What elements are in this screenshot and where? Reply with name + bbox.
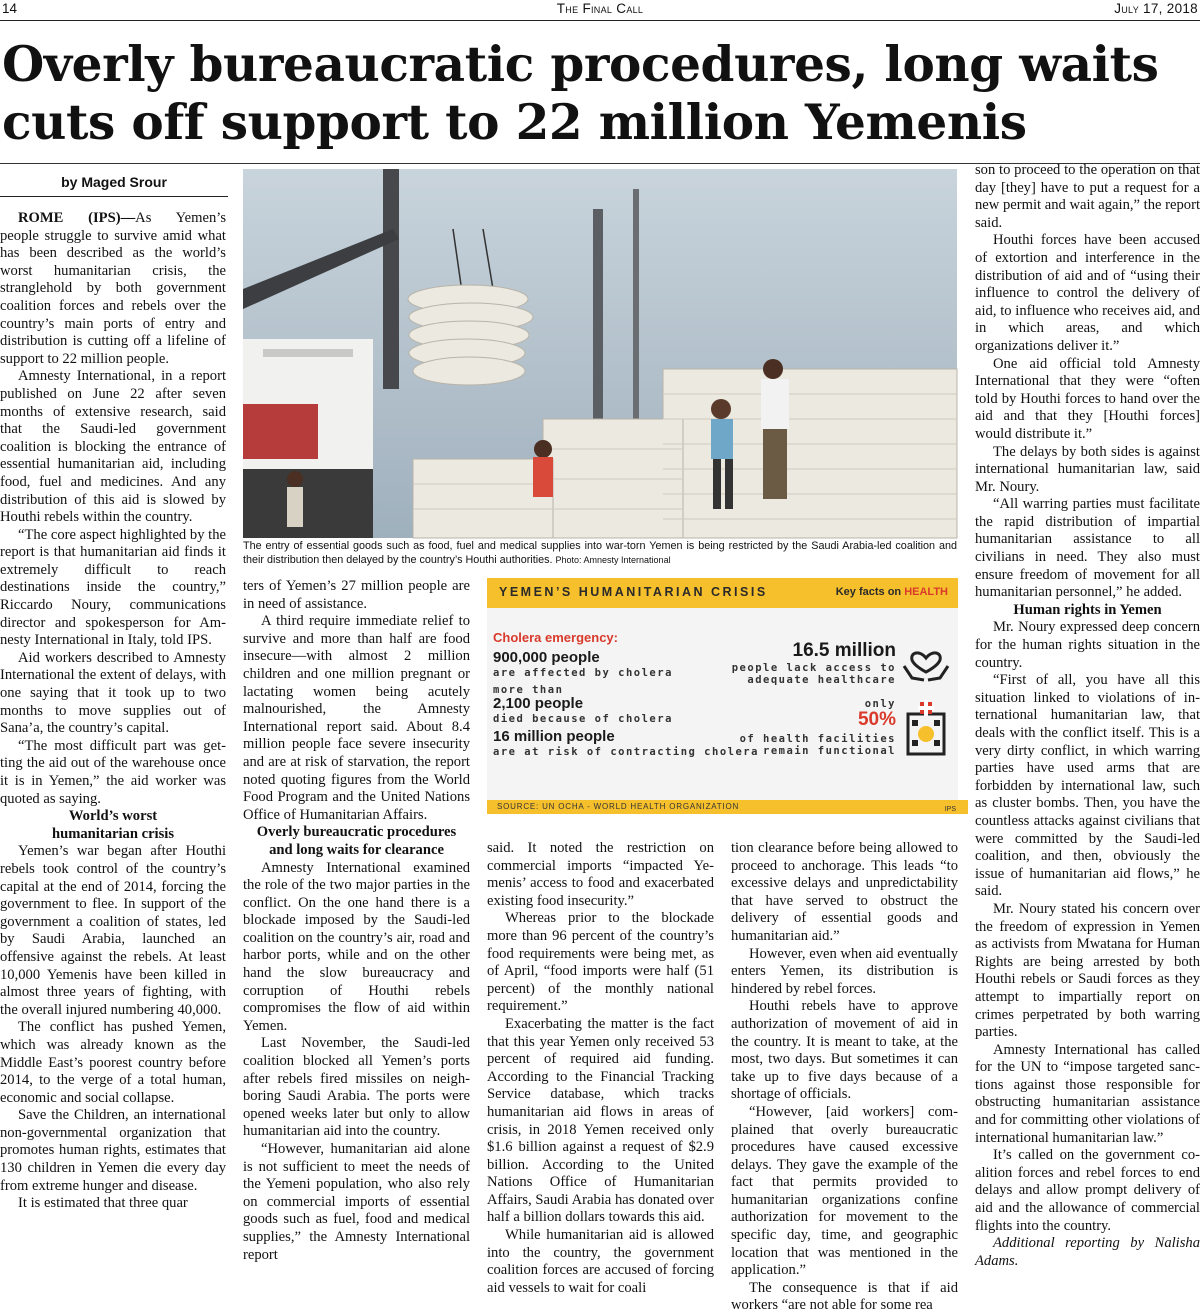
stat-facilities-prefix: only: [864, 698, 896, 710]
stat-healthcare-value: 16.5 million: [792, 640, 896, 661]
headline-line-2: cuts off support to 22 million Yemenis: [2, 94, 1027, 151]
stat-died-label: died because of cholera: [493, 713, 673, 725]
paragraph: The conflict has pushed Yemen, which was already known as the Middle East’s poorest country before 2014, to the verge of a total human, economic and social collapse.: [0, 1019, 226, 1106]
infographic-source: SOURCE: UN OCHA - WORLD HEALTH ORGANIZATION: [487, 800, 968, 814]
issue-date: July 17, 2018: [1114, 1, 1198, 16]
stat-healthcare-label-1: people lack access to: [731, 662, 896, 674]
paragraph: Mr. Noury expressed deep concern for the human rights situation in the country.: [975, 619, 1200, 671]
paragraph: It is estimated that three quar: [18, 1195, 188, 1212]
sack-bundle: [408, 285, 533, 385]
publication-name: The Final Call: [556, 1, 644, 16]
stat-facilities-label-2: remain functional: [763, 745, 896, 757]
paragraph: The consequence is that if aid workers “are not able for some rea: [731, 1279, 958, 1314]
paragraph: A third require immediate relief to survive and more than half are food insecure—with almost 2 million children and one million pregnant or lactating women being acutely malnourished, the Amnesty International report said. About 8.4 million people face severe insecurity and are at risk of starvation, the report noted quoting figures from the World Food Program and the United Nations Office of Humanitarian Affairs.: [243, 613, 470, 823]
article-column-3: [487, 840, 714, 1298]
paragraph: son to proceed to the operation on that day [they] have to put a request for a new permit and wait again,” the report said.: [975, 162, 1200, 231]
stat-facilities-value: 50%: [857, 709, 896, 730]
stat-affected-label: are affected by cholera: [493, 667, 673, 679]
page-folio: [0, 0, 1200, 21]
byline: by Maged Srour: [0, 168, 228, 197]
paragraph: Amnesty International, in a report published on June 22 after seven months of extensive research, said that the Saudi-led government coalition is blocking the entrance of essential humanitarian aid, including food, fuel and medicines. And any distribution of this aid is slowed by Houthi rebels within the country.: [0, 368, 226, 526]
paragraph: However, even when aid eventually enters Yemen, its distribution is hindered by rebel forces.: [731, 945, 958, 997]
stat-died-prefix: more than: [493, 684, 564, 696]
hospital-icon: [902, 700, 950, 756]
paragraph: Save the Children, an international non-governmental organization that promotes human rights, estimates that 130 children in Yemen die every day from extreme hunger and disease.: [0, 1107, 226, 1194]
paragraph: Whereas prior to the blockade more than 96 percent of the country’s food requirements were being met, as of April, “food imports were half (51 percent) of the monthly national requirement.”: [487, 910, 714, 1015]
subhead-bureaucratic: Overly bureaucratic procedures and long waits for clearance: [256, 824, 457, 858]
stat-risk-value: 16 million people: [493, 728, 615, 745]
cholera-heading: Cholera emergency:: [493, 630, 618, 645]
stat-died-value: 2,100 people: [493, 695, 584, 712]
headline-line-1: Overly bureaucratic procedures, long waits: [2, 36, 1159, 93]
paragraph: Aid workers described to Amnesty International the extent of delays, with one saying that it took up to two months to move supplies out of Sana’a, the country’s capital.: [0, 649, 226, 737]
photo-caption: [243, 540, 957, 567]
paragraph: Exacerbating the matter is the fact that this year Yemen only received 53 percent of required aid funding. According to the Financial Tracking Service database, which tracks humanitarian aid flows in areas of crisis, in 2018 Yemen received only $1.6 billion against a request of $2.9 billion. According to the United Nations Office of Humanitarian Affairs, Saudi Arabia has donated over half a billion dollars towards this aid.: [487, 1015, 714, 1226]
article-column-1: [0, 210, 226, 1298]
paragraph: “However, humanitarian aid alone is not sufficient to meet the needs of the Yemeni population, who also rely on commercial imports of essential goods such as fuel, food and medical supplies,” the Amnesty International report: [243, 1141, 470, 1263]
paragraph: One aid official told Amnesty International that they were “often told by Houthi forces to hand over the aid and that they [Houthi forces] would distribute it.”: [975, 355, 1200, 442]
article-column-5: [975, 162, 1200, 1298]
stat-healthcare-label-2: adequate healthcare: [747, 674, 896, 686]
page-number: 14: [2, 1, 18, 16]
paragraph: “All warring parties must facilitate the rapid distribution of impartial humanitarian assistance to all civilians in need. They also must ensure freedom of movement for all humanitarian personnel,” he added.: [975, 496, 1200, 601]
paragraph: Houthi forces have been accused of extortion and interference in the distribution of aid and of “using their influence to control the delivery of aid, to influence who receives aid, and in which areas, and which organizations deliver it.”: [975, 232, 1200, 354]
paragraph: Amnesty International has called for the UN to “impose targeted sanctions against those responsible for obstructing humanitarian assistance and for committing other violations of international humanitarian law.”: [975, 1041, 1200, 1146]
lead-paragraph: [0, 210, 226, 368]
paragraph: “The most difficult part was getting the aid out of the warehouse once it is in Yemen,” the aid worker was quoted as saying.: [0, 737, 226, 807]
paragraph: said. It noted the restriction on commercial imports “impacted Yemenis’ access to food and exacerbated existing food insecurity.”: [487, 840, 714, 909]
stat-affected-value: 900,000 people: [493, 649, 600, 666]
photo-credit: Photo: Amnesty International: [555, 554, 671, 565]
stat-facilities-label-1: of health facilities: [739, 733, 896, 745]
key-facts-label: Key facts on HEALTH: [835, 586, 948, 598]
stat-risk-label: are at risk of contracting cholera: [493, 746, 759, 758]
subhead-worlds-worst: World’s worst humanitarian crisis: [51, 808, 175, 842]
infographic-health: [487, 578, 958, 814]
subhead-human-rights: Human rights in Yemen: [1013, 601, 1162, 618]
paragraph: “However, [aid workers] complained that overly bureaucratic procedures have caused excessive delays. They gave the example of the fact that permits provided to humanitarian organizations confine authorization for movement to the specific day, time, and geographic location that was mentioned in the application.”: [731, 1103, 958, 1279]
paragraph: The delays by both sides is against international humanitarian law, said Mr. Noury.: [975, 443, 1200, 495]
dateline: ROME (IPS)—: [18, 210, 136, 226]
additional-reporting: Additional reporting by Nalisha Adams.: [975, 1235, 1200, 1269]
paragraph: Yemen’s war began after Houthi rebels took control of the country’s capital at the end of 2014, forcing the government to flee. In support of the government a coalition of states, led by Saudi Arabia, launched an offensive against the rebels. At least 10,000 Yemenis have been killed in almost three years of fighting, with the overall injured numbering 40,000.: [0, 843, 226, 1018]
paragraph: “First of all, you have all this situation linked to violations of international humanitarian law, that deals with the conflict itself. This is a very dirty conflict, in which warring parties have used arms that are forbidden by international law, such as cluster bombs. Then, you have the countless attacks against civilians that were committed by the Saudi-led coalition, and then, obviously the issue of humanitarian aid flows,” he said.: [975, 672, 1200, 900]
caption-text: The entry of essential goods such as food, fuel and medical supplies into war-torn Yemen is being restricted by the Saudi Arabia-led coalition and their distribution then delayed by the country’s Houthi authorities.: [243, 540, 957, 566]
paragraph: Houthi rebels have to approve authorization of movement of aid in the country. It is meant to take, at the most, two days. But sometimes it can take up to five days because of a shortage of officials.: [731, 998, 958, 1103]
headline: [2, 36, 1198, 152]
paragraph: Amnesty International examined the role of the two major parties in the conflict. On the one hand there is a blockade imposed by the Saudi-led coalition on the country’s air, road and harbor ports, while and on the other hand the slow bureaucracy and corruption of Houthi rebels compromises the flow of aid within Yemen.: [243, 859, 470, 1034]
article-photo: [243, 169, 957, 538]
lead-text: As Yemen’s people struggle to survive amid what has been described as the world’s worst humanitarian crisis, the stranglehold by both government coalition forces and rebels over the country’s main ports of entry and distribution is cutting off a lifeline of support to 22 million people.: [0, 210, 226, 367]
paragraph: ters of Yemen’s 27 million people are in need of assistance.: [243, 578, 470, 612]
paragraph: tion clearance before being allowed to proceed to anchorage. This leads “to excessive delays and unpredictability that have served to obstruct the delivery of essential goods and humanitarian aid.”: [731, 840, 958, 944]
photo-ship-unloading: [243, 169, 957, 538]
paragraph: Mr. Noury stated his concern over the freedom of expression in Yemen as activists from Mwatana for Human Rights are being arrested by both Houthi rebels or Saudi forces as they attempt to impartially report on crimes perpetrated by both warring parties.: [975, 900, 1200, 1041]
article-column-4: [731, 840, 958, 1314]
article-column-2: [243, 578, 470, 1298]
ips-logo: IPS: [944, 806, 956, 813]
infographic-title: YEMEN’S HUMANITARIAN CRISIS: [499, 585, 768, 599]
paragraph: Last November, the Saudi-led coalition blocked all Yemen’s ports after rebels fired missiles on neighboring Saudi Arabia. The ports were opened weeks later but only to allow humanitarian aid into the country.: [243, 1035, 470, 1140]
paragraph: While humanitarian aid is allowed into the country, the government coalition forces are accused of forcing aid vessels to wait for coali: [487, 1227, 714, 1296]
heart-hands-icon: [902, 636, 950, 682]
paragraph: It’s called on the government coalition forces and rebel forces to end delays and allow prompt delivery of aid and the allowance of commercial flights into the country.: [975, 1147, 1200, 1234]
paragraph: “The core aspect highlighted by the report is that humanitarian aid finds it extremely difficult to reach destinations inside the country,” Riccardo Noury, communications director and spokesperson for Amnesty International in Italy, told IPS.: [0, 526, 226, 649]
